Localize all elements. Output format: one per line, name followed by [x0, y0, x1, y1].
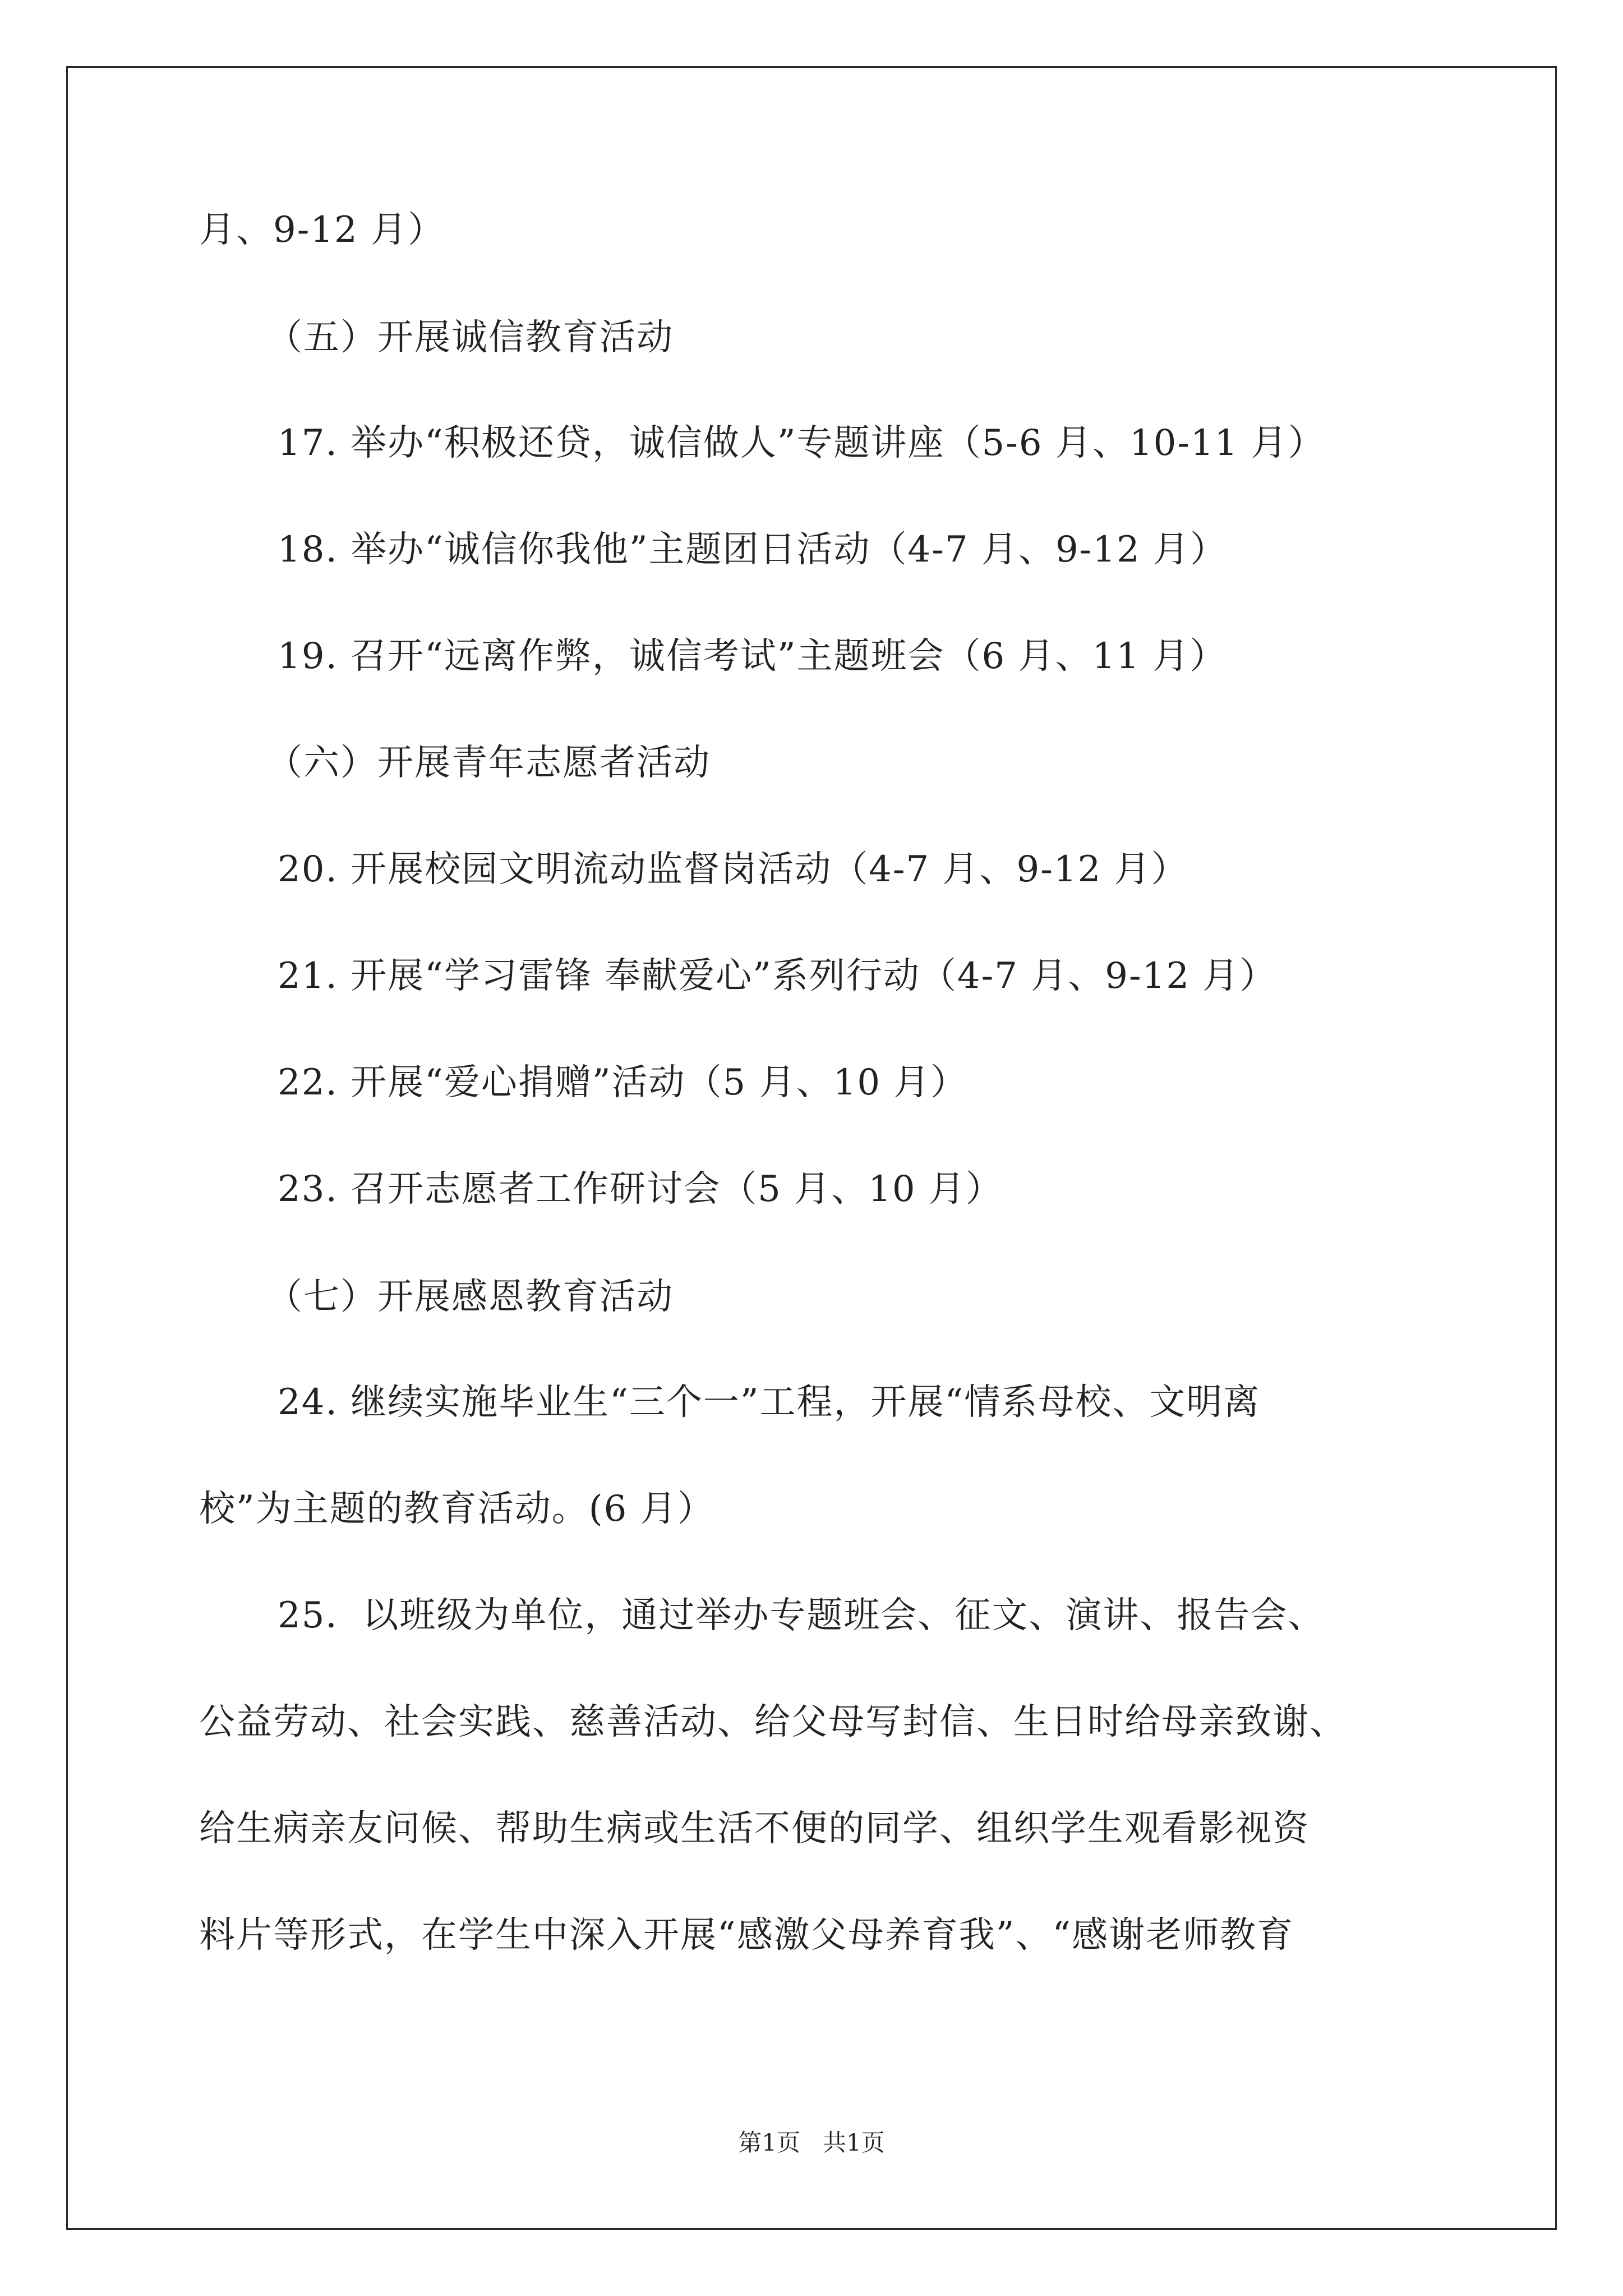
- text-line: 公益劳动、社会实践、慈善活动、给父母写封信、生日时给母亲致谢、: [199, 1701, 1347, 1743]
- section-heading: （五）开展诚信教育活动: [266, 317, 674, 358]
- list-item: 21. 开展“学习雷锋 奉献爱心”系列行动（4-7 月、9-12 月）: [278, 955, 1277, 997]
- list-item: 20. 开展校园文明流动监督岗活动（4-7 月、9-12 月）: [278, 849, 1188, 890]
- list-item: 19. 召开“远离作弊，诚信考试”主题班会（6 月、11 月）: [278, 636, 1227, 677]
- section-heading: （七）开展感恩教育活动: [266, 1276, 674, 1318]
- list-item: 23. 召开志愿者工作研讨会（5 月、10 月）: [278, 1168, 1003, 1210]
- list-item: 25．以班级为单位，通过举办专题班会、征文、演讲、报告会、: [278, 1595, 1325, 1636]
- page-footer: 第1页 共1页: [738, 2129, 885, 2156]
- list-item: 18. 举办“诚信你我他”主题团日活动（4-7 月、9-12 月）: [278, 529, 1228, 570]
- text-line: 校”为主题的教育活动。(6 月）: [199, 1488, 714, 1530]
- text-line: 给生病亲友问候、帮助生病或生活不便的同学、组织学生观看影视资: [199, 1808, 1310, 1849]
- text-line: 月、9-12 月）: [199, 209, 445, 251]
- section-heading: （六）开展青年志愿者活动: [266, 742, 711, 784]
- list-item: 24. 继续实施毕业生“三个一”工程，开展“情系母校、文明离: [278, 1382, 1261, 1423]
- list-item: 22. 开展“爱心捐赠”活动（5 月、10 月）: [278, 1062, 968, 1103]
- list-item: 17. 举办“积极还贷，诚信做人”专题讲座（5-6 月、10-11 月）: [278, 422, 1325, 464]
- text-line: 料片等形式，在学生中深入开展“感激父母养育我”、“感谢老师教育: [199, 1915, 1294, 1956]
- page-border: [66, 66, 1557, 2230]
